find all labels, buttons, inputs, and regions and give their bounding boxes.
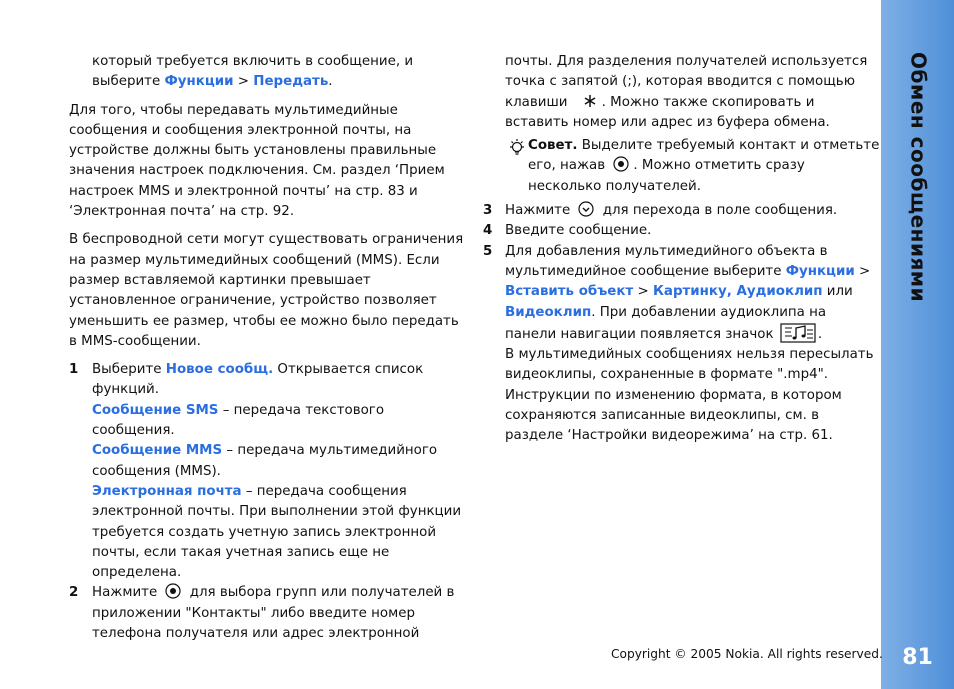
text: который требуется включить в сообщение, и выберите [92,54,414,90]
step-number: 3 [483,203,493,219]
menu-picture: Картинку [652,284,727,300]
option-mms [92,441,469,482]
step-5 [483,242,880,447]
lightbulb-icon [506,137,526,157]
left-column [69,52,469,644]
option-desc: – передача текстового сообщения. [92,402,385,439]
menu-new-message: Новое сообщ. [165,362,274,378]
text: . [328,74,333,90]
asterisk-key-icon [582,93,598,109]
tip-block [505,136,880,197]
menu-insert-object: Вставить объект [505,284,634,300]
text: Нажмите [505,203,571,219]
select-key-icon [613,156,629,172]
step-4 [483,221,880,241]
text: Для добавления мультимедийного объекта в мультимедийное сообщение выберите [505,243,828,279]
menu-audio-clip: Аудиоклип [736,284,823,300]
menu-functions: Функции [164,74,234,90]
scroll-down-key-icon [578,201,594,217]
text: для перехода в поле сообщения. [602,203,838,219]
select-key-icon [165,583,181,599]
option-label: Электронная почта [92,483,242,499]
step-number: 5 [483,243,493,259]
menu-video-clip: Видеоклип [505,304,592,320]
step-1 [69,360,469,583]
separator: , [726,284,737,300]
step-3 [483,201,880,221]
mp4-note: В мультимедийных сообщениях нельзя пересылать видеоклипы, сохраненные в формате ".mp4". Инструкции по изменению формата, в котором сохраняются записанные видеоклипы, см. в разделе ‘Настройки видеорежима’ на стр. 61. [505,347,874,444]
step-number: 2 [69,585,79,601]
tip-label: Совет. [528,138,578,154]
right-column [483,52,880,447]
option-email [92,482,469,583]
text: или [822,284,853,300]
option-sms [92,401,469,442]
menu-send: Передать [253,74,329,90]
separator: > [633,284,653,300]
step-number: 4 [483,223,493,239]
copyright-footer: Copyright © 2005 Nokia. All rights reserved. [611,647,883,661]
text: Открывается список функций. [92,362,424,398]
text: Выберите [92,362,166,378]
settings-paragraph: Для того, чтобы передавать мультимедийные сообщения и сообщения электронной почты, на устройстве должны быть установлены правильные значения настроек подключения. См. раздел ‘Прием настроек MMS и электронной почты’ на стр. 83 и ‘Электронная почта’ на стр. 92. [69,102,445,220]
page-number: 81 [902,645,933,670]
separator: > [854,263,871,279]
text: Выделите требуемый контакт и отметьте его, нажав [528,138,880,174]
separator: > [233,74,254,90]
mms-limit-paragraph: В беспроводной сети могут существовать ограничения на размер мультимедийных сообщений (MMS). Если размер вставляемой картинки превышает установленное ограничение, устройство позволяет уменьшить ее размер, чтобы ее можно было передать в MMS-сообщении. [69,232,464,349]
text: . Можно отметить сразу несколько получателей. [528,158,805,194]
text: . [817,326,823,342]
step-2 [69,583,469,644]
text: для выбора групп или получателей в приложении "Контакты" либо введите номер телефона получателя или адрес электронной [92,585,455,642]
option-desc: – передача сообщения электронной почты. При выполнении этой функции требуется создать учетную запись электронной почты, если такая учетная запись еще не определена. [92,483,462,581]
chapter-title: Обмен сообщениями [906,52,931,303]
option-label: Сообщение SMS [92,402,219,418]
text: почты. Для разделения получателей используется точка с запятой (;), которая вводится с помощью клавиши [505,54,868,110]
continued-paragraph [505,52,880,133]
text: . Можно также скопировать и вставить номер или адрес из буфера обмена. [505,94,830,130]
audio-clip-icon [780,323,816,343]
step-number: 1 [69,362,79,378]
option-label: Сообщение MMS [92,443,223,459]
intro-paragraph [69,52,469,93]
option-desc: – передача мультимедийного сообщения (MMS). [92,443,438,479]
text: Нажмите [92,585,158,601]
text: Введите сообщение. [505,223,652,239]
menu-functions: Функции [785,263,855,279]
text: . При добавлении аудиоклипа на панели навигации появляется значок [505,304,827,342]
